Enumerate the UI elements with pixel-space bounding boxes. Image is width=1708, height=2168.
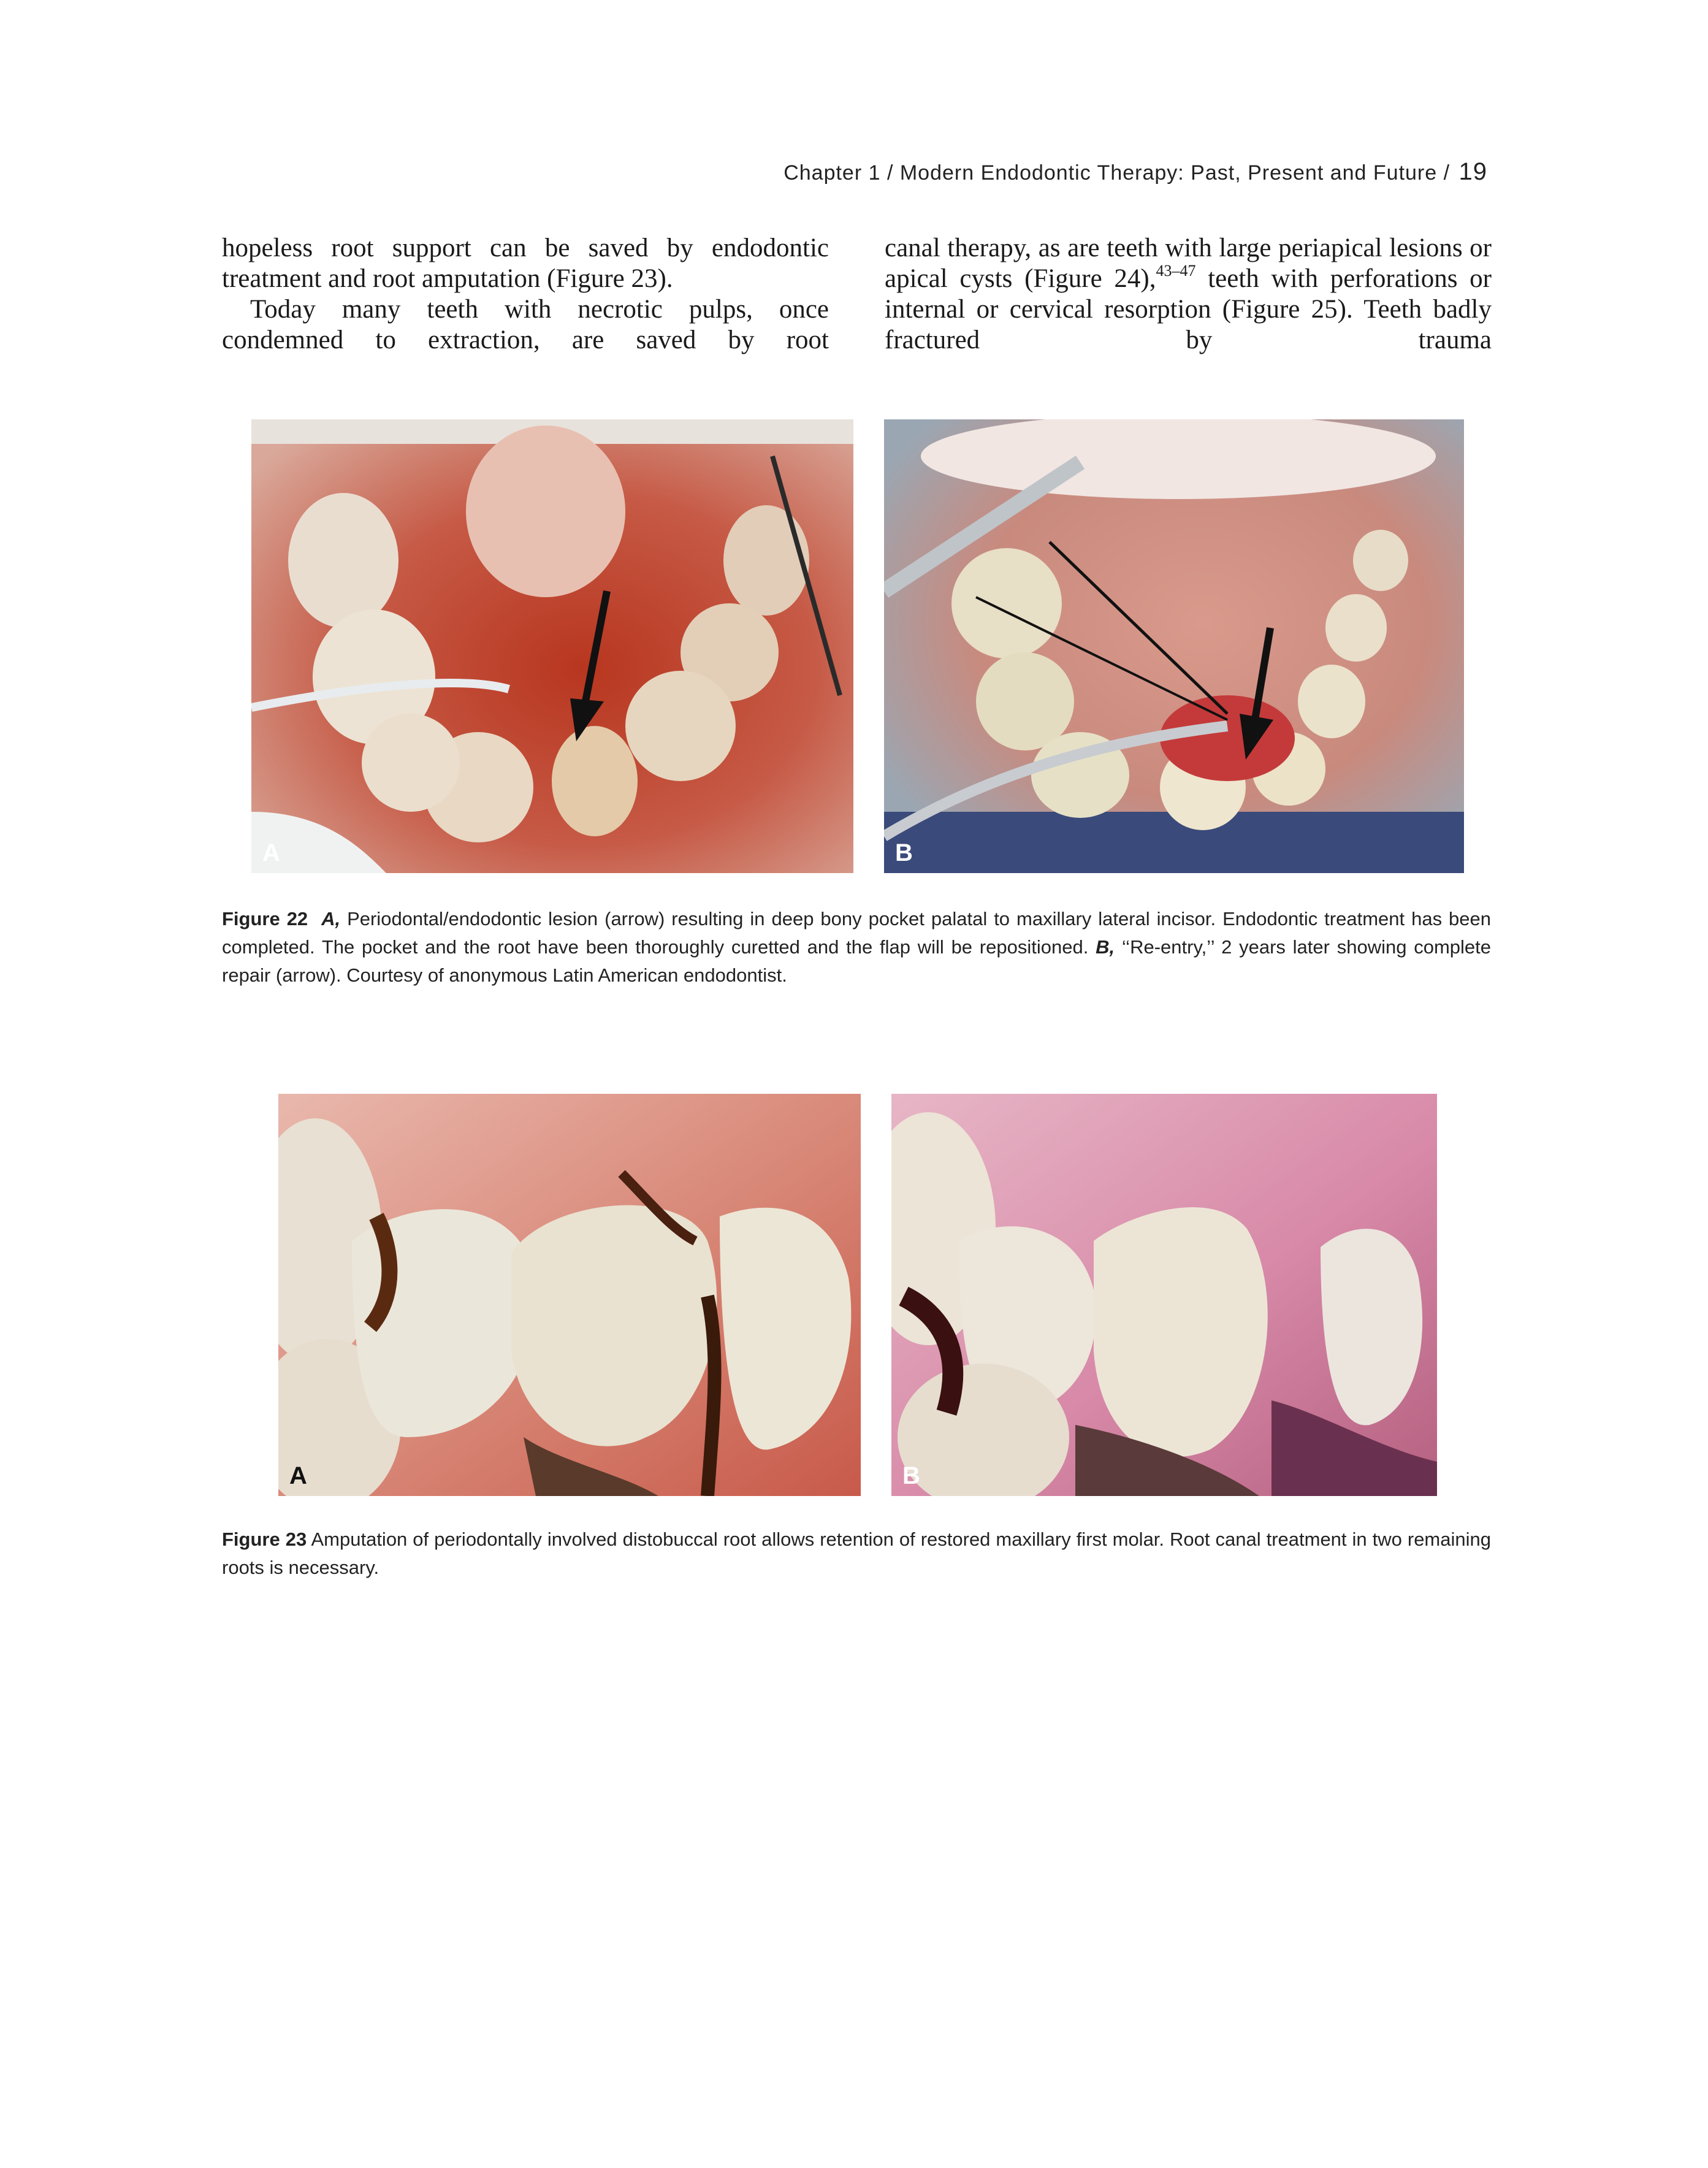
body-column-left	[222, 233, 829, 356]
figure22-photo-a	[251, 419, 853, 873]
body-paragraph: Today many teeth with necrotic pulps, once condemned to extraction, are saved by root	[222, 295, 829, 354]
figure23-panel-a-label: A	[289, 1462, 307, 1489]
body-paragraph: hopeless root support can be saved by endodontic treatment and root amputation (Figure 23).	[222, 234, 829, 293]
figure23-photo-b	[891, 1094, 1437, 1496]
figure22-caption-b-label: B,	[1096, 936, 1115, 958]
running-title: Chapter 1 / Modern Endodontic Therapy: Past, Present and Future /	[783, 161, 1451, 185]
figure23-caption-text: Amputation of periodontally involved distobuccal root allows retention of restored maxillary first molar. Root canal treatment in two remaining roots is necessary.	[222, 1529, 1491, 1578]
body-column-right	[885, 233, 1492, 356]
body-paragraph	[885, 233, 1492, 356]
figure22-caption	[222, 905, 1491, 990]
figure22-panel-b-label: B	[895, 839, 913, 866]
page-number: 19	[1458, 158, 1487, 185]
figure22-caption-title: Figure 22	[222, 908, 308, 929]
body-text: teeth with perforations or internal or cervical resorption (Figure 25). Teeth badly fractured by trauma	[885, 264, 1492, 354]
figure23-photo-a	[278, 1094, 861, 1496]
figure23-caption-title: Figure 23	[222, 1529, 307, 1550]
figure22-caption-a-label: A,	[321, 908, 341, 929]
citation-ref: 43–47	[1156, 262, 1196, 280]
figure22-caption-a-text: Periodontal/endodontic lesion (arrow) resulting in deep bony pocket palatal to maxillary lateral incisor. Endodontic treatment has been completed. The pocket and the root have been thoroughly curetted and the flap will be repositioned.	[222, 908, 1491, 958]
body-text: canal therapy, as are teeth with large periapical lesions or apical cysts (Figure 24),	[885, 234, 1492, 293]
figure22-caption-b-text: ‘‘Re-entry,’’ 2 years later showing complete repair (arrow). Courtesy of anonymous Latin American endodontist.	[222, 936, 1492, 986]
running-header	[221, 158, 1487, 186]
figure22-photo-b	[884, 419, 1464, 873]
figure23-panel-b-label: B	[902, 1462, 920, 1489]
figure23-caption	[222, 1525, 1491, 1582]
figure22-panel-a-label: A	[262, 839, 280, 866]
